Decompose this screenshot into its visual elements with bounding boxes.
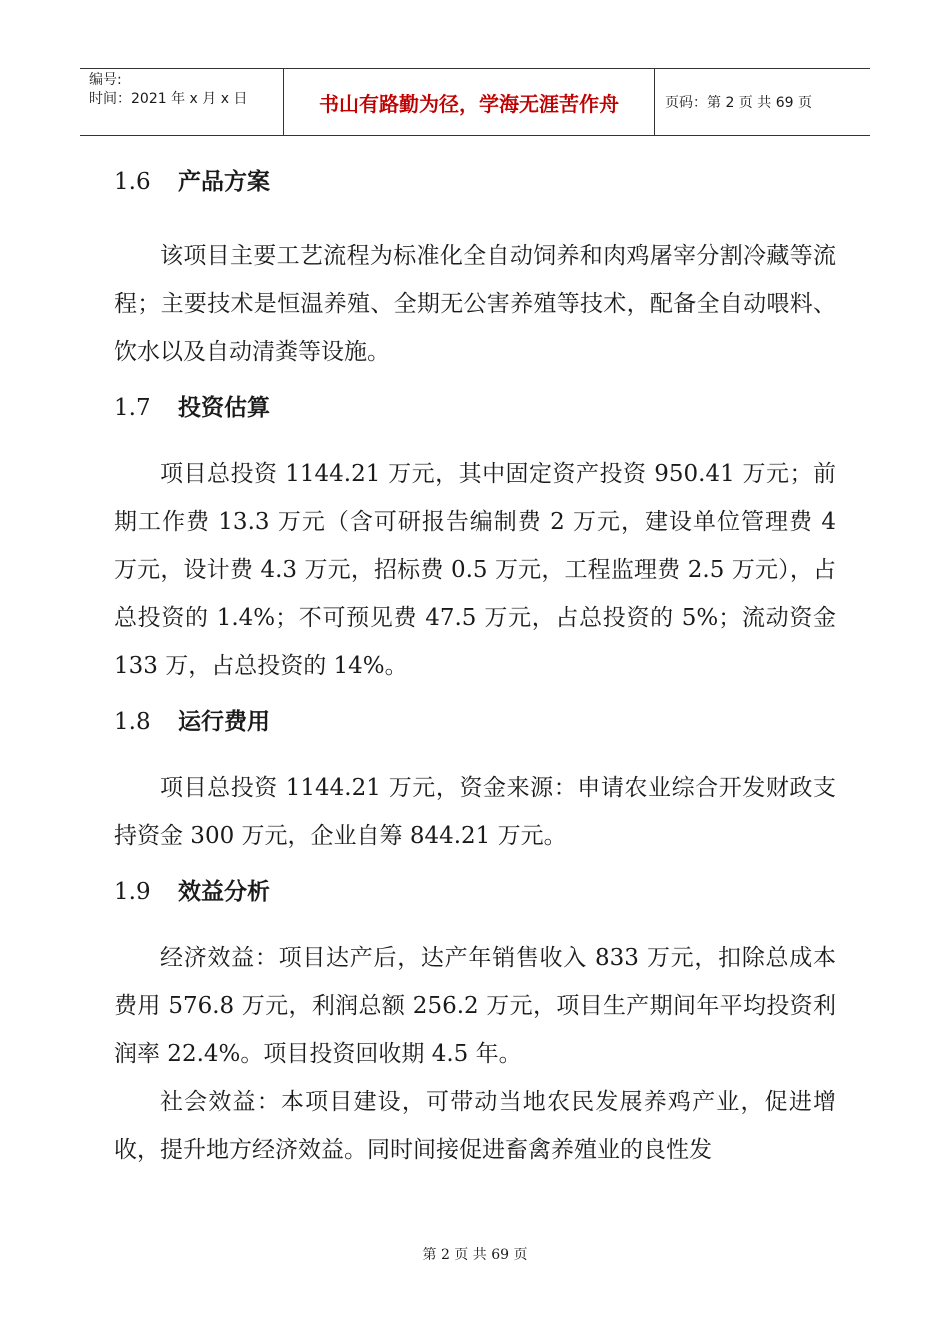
paragraph: 社会效益：本项目建设，可带动当地农民发展养鸡产业，促进增收，提升地方经济效益。同时间接促进畜禽养殖业的良性发: [114, 1089, 836, 1163]
paragraph: 项目总投资 1144.21 万元，其中固定资产投资 950.41 万元；前期工作费 13.3 万元（含可研报告编制费 2 万元，建设单位管理费 4 万元，设计费 4.3 万元，招标费 0.5 万元，工程监理费 2.5 万元），占总投资的 1.4%；不可预见费 47.5 万元，占总投资的 5%；流动资金 133 万，占总投资的 14%。: [114, 461, 836, 679]
section-heading: [114, 870, 836, 914]
section-number: 1.8: [114, 709, 151, 735]
section-number: 1.7: [114, 395, 151, 421]
time-label: 时间：2021 年 x 月 x 日: [89, 91, 248, 107]
paragraph: 项目总投资 1144.21 万元，资金来源：申请农业综合开发财政支持资金 300 万元，企业自筹 844.21 万元。: [114, 775, 836, 849]
section-title: 运行费用: [178, 709, 270, 735]
section-title: 投资估算: [178, 395, 270, 421]
header-page-info: 页码：第 2 页 共 69 页: [665, 95, 812, 111]
document-body: [114, 160, 836, 1174]
code-label: 编号:: [89, 72, 122, 88]
section-heading: [114, 160, 836, 204]
section-number: 1.9: [114, 879, 151, 905]
page-header: [80, 68, 870, 136]
section-number: 1.6: [114, 169, 151, 195]
header-motto: 书山有路勤为径，学海无涯苦作舟: [284, 69, 655, 135]
section-title: 产品方案: [178, 169, 270, 195]
paragraph: 该项目主要工艺流程为标准化全自动饲养和肉鸡屠宰分割冷藏等流程；主要技术是恒温养殖、全期无公害养殖等技术，配备全自动喂料、饮水以及自动清粪等设施。: [114, 243, 836, 365]
header-meta: [80, 69, 284, 135]
page-footer: 第 2 页 共 69 页: [422, 1247, 528, 1263]
section-title: 效益分析: [178, 879, 270, 905]
section-heading: [114, 386, 836, 430]
section-heading: [114, 700, 836, 744]
paragraph: 经济效益：项目达产后，达产年销售收入 833 万元，扣除总成本费用 576.8 万元，利润总额 256.2 万元，项目生产期间年平均投资利润率 22.4%。项目投资回收期 4.5 年。: [114, 945, 836, 1067]
